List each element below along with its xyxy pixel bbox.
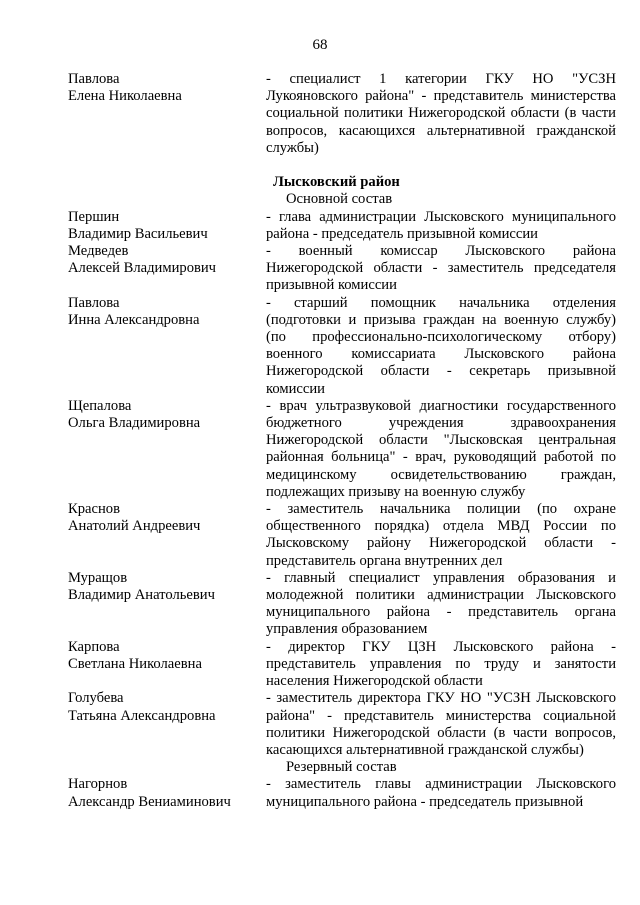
member-surname: Щепалова <box>68 397 132 414</box>
member-name <box>68 776 266 810</box>
member-name <box>68 639 266 673</box>
member-position: - директор ГКУ ЦЗН Лысковского района - представитель управления по труду и занятости населения Нижегородской области <box>266 638 616 690</box>
member-given-names: Ольга Владимировна <box>68 415 201 432</box>
member-name <box>68 71 266 105</box>
member-name <box>68 570 266 604</box>
member-entry <box>68 776 616 810</box>
member-name <box>68 690 266 724</box>
member-position: - военный комиссар Лысковского района Нижегородской области - заместитель председателя призывной комиссии <box>266 243 616 294</box>
member-position: - главный специалист управления образования и молодежной политики администрации Лысковского муниципального района - представитель органа управления образованием <box>266 569 616 638</box>
member-entry <box>68 501 616 570</box>
member-surname: Медведев <box>68 243 129 260</box>
member-given-names: Владимир Васильевич <box>68 225 208 242</box>
document-body <box>68 71 616 811</box>
member-entry <box>68 295 616 398</box>
member-surname: Муращов <box>68 569 128 586</box>
member-given-names: Инна Александровна <box>68 311 200 328</box>
member-entry <box>68 398 616 501</box>
member-entry <box>68 71 616 157</box>
member-given-names: Татьяна Александровна <box>68 707 216 724</box>
member-position: - врач ультразвуковой диагностики государственного бюджетного учреждения здравоохранения Нижегородской области "Лысковская центральная районная больница" - врач, руководящий работой по медицинскому освидетельствованию граждан, подлежащих призыву на военную службу <box>266 397 616 500</box>
member-surname: Павлова <box>68 294 120 311</box>
member-position: - заместитель начальника полиции (по охране общественного порядка) отдела МВД России по Лысковскому району Нижегородской области - представитель органа внутренних дел <box>266 501 616 569</box>
member-entry <box>68 639 616 691</box>
member-surname: Карпова <box>68 638 120 655</box>
member-position: - заместитель директора ГКУ НО "УСЗН Лысковского района" - представитель министерства социальной политики Нижегородской области (в части вопросов, касающихся альтернативной гражданской службы) <box>266 690 616 758</box>
member-surname: Павлова <box>68 71 120 87</box>
member-name <box>68 209 266 243</box>
member-surname: Нагорнов <box>68 776 128 793</box>
page-number: 68 <box>312 37 328 53</box>
member-given-names: Александр Вениаминович <box>68 793 231 810</box>
member-position: - специалист 1 категории ГКУ НО "УСЗН Лукояновского района" - представитель министерства социальной политики Нижегородской области (в части вопросов, касающихся альтернативной гражданской службы) <box>266 71 616 156</box>
member-position: - старший помощник начальника отделения (подготовки и призыва граждан на военную службу) (по профессионально-психологическому отбору) военного комиссариата Лысковского района Нижегородской области - секретарь призывной комиссии <box>266 294 616 397</box>
member-name <box>68 243 266 277</box>
member-entry <box>68 209 616 243</box>
member-given-names: Алексей Владимирович <box>68 260 217 277</box>
member-name <box>68 501 266 535</box>
spacer <box>68 157 616 174</box>
member-surname: Краснов <box>68 501 120 518</box>
member-surname: Голубева <box>68 690 124 707</box>
member-entry <box>68 570 616 639</box>
member-name <box>68 398 266 432</box>
member-entry <box>68 243 616 295</box>
main-composition-label: Основной состав <box>286 191 393 208</box>
member-surname: Першин <box>68 208 120 225</box>
reserve-composition-label: Резервный состав <box>286 759 397 776</box>
member-position: - глава администрации Лысковского муниципального района - председатель призывной комиссии <box>266 208 616 242</box>
district-title: Лысковский район <box>273 174 400 191</box>
member-given-names: Владимир Анатольевич <box>68 587 215 604</box>
member-given-names: Светлана Николаевна <box>68 655 202 672</box>
member-given-names: Елена Николаевна <box>68 88 182 105</box>
member-entry <box>68 690 616 759</box>
member-name <box>68 295 266 329</box>
member-given-names: Анатолий Андреевич <box>68 518 201 535</box>
member-position: - заместитель главы администрации Лысковского муниципального района - председатель призывной <box>266 776 616 810</box>
